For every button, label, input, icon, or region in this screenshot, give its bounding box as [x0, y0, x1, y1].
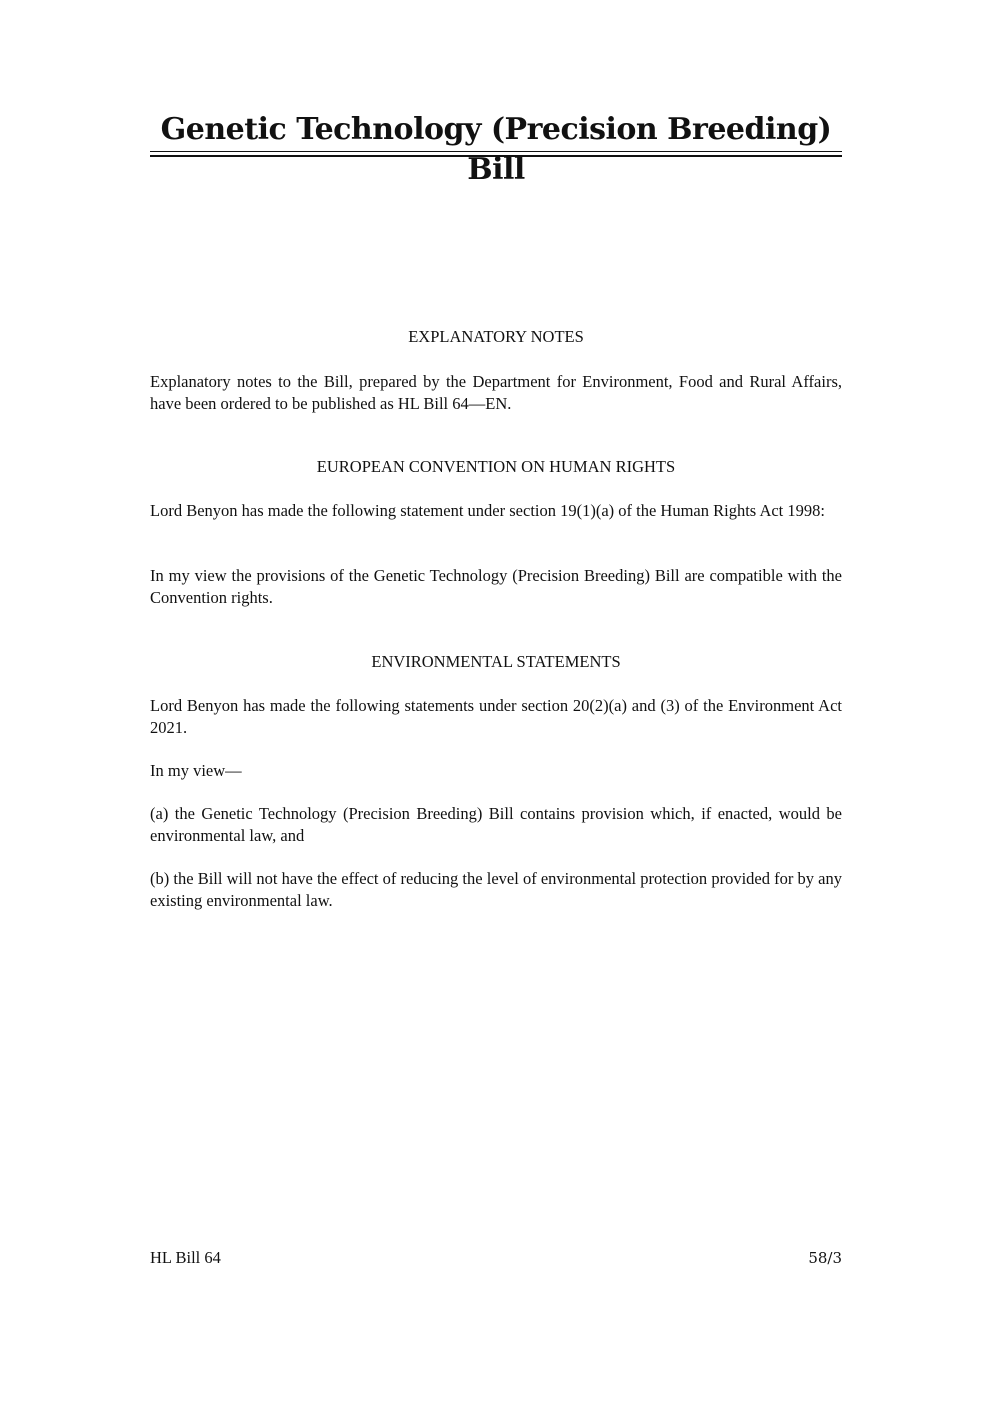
title-rule-thin: [150, 151, 842, 152]
paragraph-item-a: (a) the Genetic Technology (Precision Breeding) Bill contains provision which, if enacted, would be environmental law, and: [150, 804, 842, 845]
paragraph-explanatory-notes: Explanatory notes to the Bill, prepared by the Department for Environment, Food and Rural Affairs, have been ordered to be published as HL Bill 64—EN.: [150, 372, 842, 413]
section-heading-echr: EUROPEAN CONVENTION ON HUMAN RIGHTS: [316, 457, 676, 476]
title-rule-thick: [150, 155, 842, 157]
paragraph-in-my-view: In my view—: [150, 761, 242, 780]
footer-bill-number: HL Bill 64: [150, 1248, 221, 1267]
paragraph-echr-compatibility: In my view the provisions of the Genetic Technology (Precision Breeding) Bill are compatible with the Convention rights.: [150, 566, 842, 607]
document-title: Genetic Technology (Precision Breeding) Bill: [160, 112, 832, 187]
paragraph-echr-statement: Lord Benyon has made the following statement under section 19(1)(a) of the Human Rights Act 1998:: [150, 501, 825, 520]
section-heading-environmental-statements: ENVIRONMENTAL STATEMENTS: [371, 652, 621, 671]
footer-page-reference: 58/3: [808, 1249, 842, 1267]
section-heading-explanatory-notes: EXPLANATORY NOTES: [408, 327, 584, 346]
paragraph-item-b: (b) the Bill will not have the effect of reducing the level of environmental protection provided for by any existing environmental law.: [150, 869, 842, 910]
paragraph-environment-statement: Lord Benyon has made the following statements under section 20(2)(a) and (3) of the Environment Act 2021.: [150, 696, 842, 737]
